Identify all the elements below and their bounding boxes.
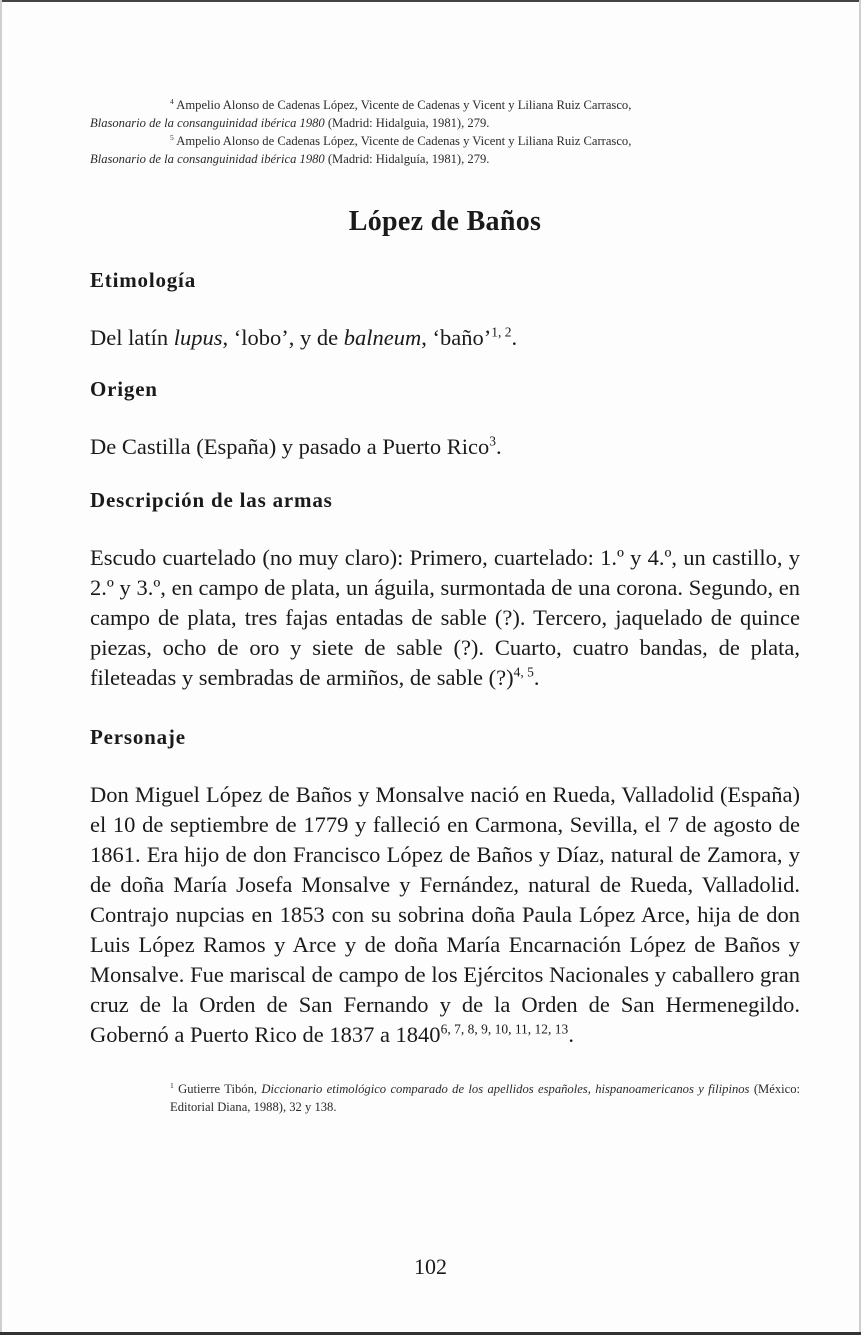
footnote-work-title: Blasonario de la consanguinidad ibérica 1980 — [90, 116, 325, 130]
text-run: . — [511, 325, 518, 350]
text-run: , ‘lobo’, y de — [222, 325, 344, 350]
paragraph-origen — [90, 432, 800, 462]
latin-term: balneum — [343, 325, 422, 350]
footnote-work-title: Diccionario etimológico comparado de los apellidos españoles, hispanoamericanos y filipinos — [261, 1082, 750, 1096]
footnote-publication: (Madrid: Hidalguía, 1981), 279. — [324, 152, 490, 166]
footnote-text: Ampelio Alonso de Cadenas López, Vicente de Cadenas y Vicent y Liliana Ruiz Carrasco, — [176, 98, 632, 112]
footnote-5 — [90, 132, 800, 168]
footnote-text: Gutierre Tibón, — [178, 1082, 262, 1096]
text-run: De Castilla (España) y pasado a Puerto Rico — [90, 434, 490, 459]
heading-descripcion: Descripción de las armas — [90, 488, 333, 512]
paragraph-descripcion — [90, 543, 800, 693]
heading-personaje: Personaje — [90, 725, 186, 749]
page-number: 102 — [414, 1254, 447, 1279]
paragraph-personaje — [90, 780, 800, 1050]
text-run: Don Miguel López de Baños y Monsalve nació en Rueda, Valladolid (España) el 10 de septiembre de 1779 y falleció en Carmona, Sevilla, el 7 de agosto de 1861. Era hijo de don Francisco López de Baños y Díaz, natural de Zamora, y de doña María Josefa Monsalve y Fernández, natural de Rueda, Valladolid. Contrajo nupcias en 1853 con su sobrina doña Paula López Arce, hija de don Luis López Ramos y Arce y de doña María Encarnación López de Baños y Monsalve. Fue mariscal de campo de los Ejércitos Nacionales y caballero gran cruz de la Orden de San Fernando y de la Orden de San Hermenegildo. Gobernó a Puerto Rico de 1837 a 1840 — [90, 782, 800, 1047]
page-edge-left — [0, 0, 2, 1335]
footnote-text: Ampelio Alonso de Cadenas López, Vicente de Cadenas y Vicent y Liliana Ruiz Carrasco, — [176, 134, 632, 148]
text-run: Escudo cuartelado (no muy claro): Primero, cuartelado: 1.º y 4.º, un castillo, y 2.º y 3.º, en campo de plata, un águila, surmontada de una corona. Segundo, en campo de plata, tres fajas entadas de sable (?). Tercero, jaquelado de quince piezas, ocho de oro y siete de sable (?). Cuarto, cuatro bandas, de plata, fileteadas y sembradas de armiños, de sable (?) — [90, 545, 800, 690]
paragraph-etimologia — [90, 323, 800, 353]
page-edge-top — [0, 0, 861, 2]
footnote-publication: (México: Editorial Diana, 1988), 32 y 138. — [170, 1082, 800, 1114]
footnote-4 — [90, 96, 800, 132]
footnote-reference: 3 — [489, 433, 497, 449]
footnote-marker: 1 — [170, 1080, 174, 1090]
footnote-marker: 4 — [170, 96, 174, 106]
text-run: Del latín — [90, 325, 174, 350]
footnote-reference: 6, 7, 8, 9, 10, 11, 12, 13 — [440, 1021, 569, 1037]
footnote-reference: 1, 2 — [491, 324, 512, 340]
page-content — [90, 96, 800, 1116]
footnote-marker: 5 — [170, 132, 174, 142]
text-run: . — [496, 434, 502, 459]
text-run: . — [568, 1022, 574, 1047]
text-run: , ‘baño’ — [421, 325, 492, 350]
footnote-reference: 4, 5 — [513, 664, 534, 680]
footnote-publication: (Madrid: Hidalguia, 1981), 279. — [324, 116, 490, 130]
latin-term: lupus — [173, 325, 223, 350]
heading-origen: Origen — [90, 377, 158, 401]
text-run: . — [533, 665, 540, 690]
page-title: López de Baños — [348, 206, 542, 237]
heading-etimologia: Etimología — [90, 268, 196, 292]
footnote-work-title: Blasonario de la consanguinidad ibérica 1980 — [90, 152, 325, 166]
footnote-1 — [90, 1080, 800, 1116]
